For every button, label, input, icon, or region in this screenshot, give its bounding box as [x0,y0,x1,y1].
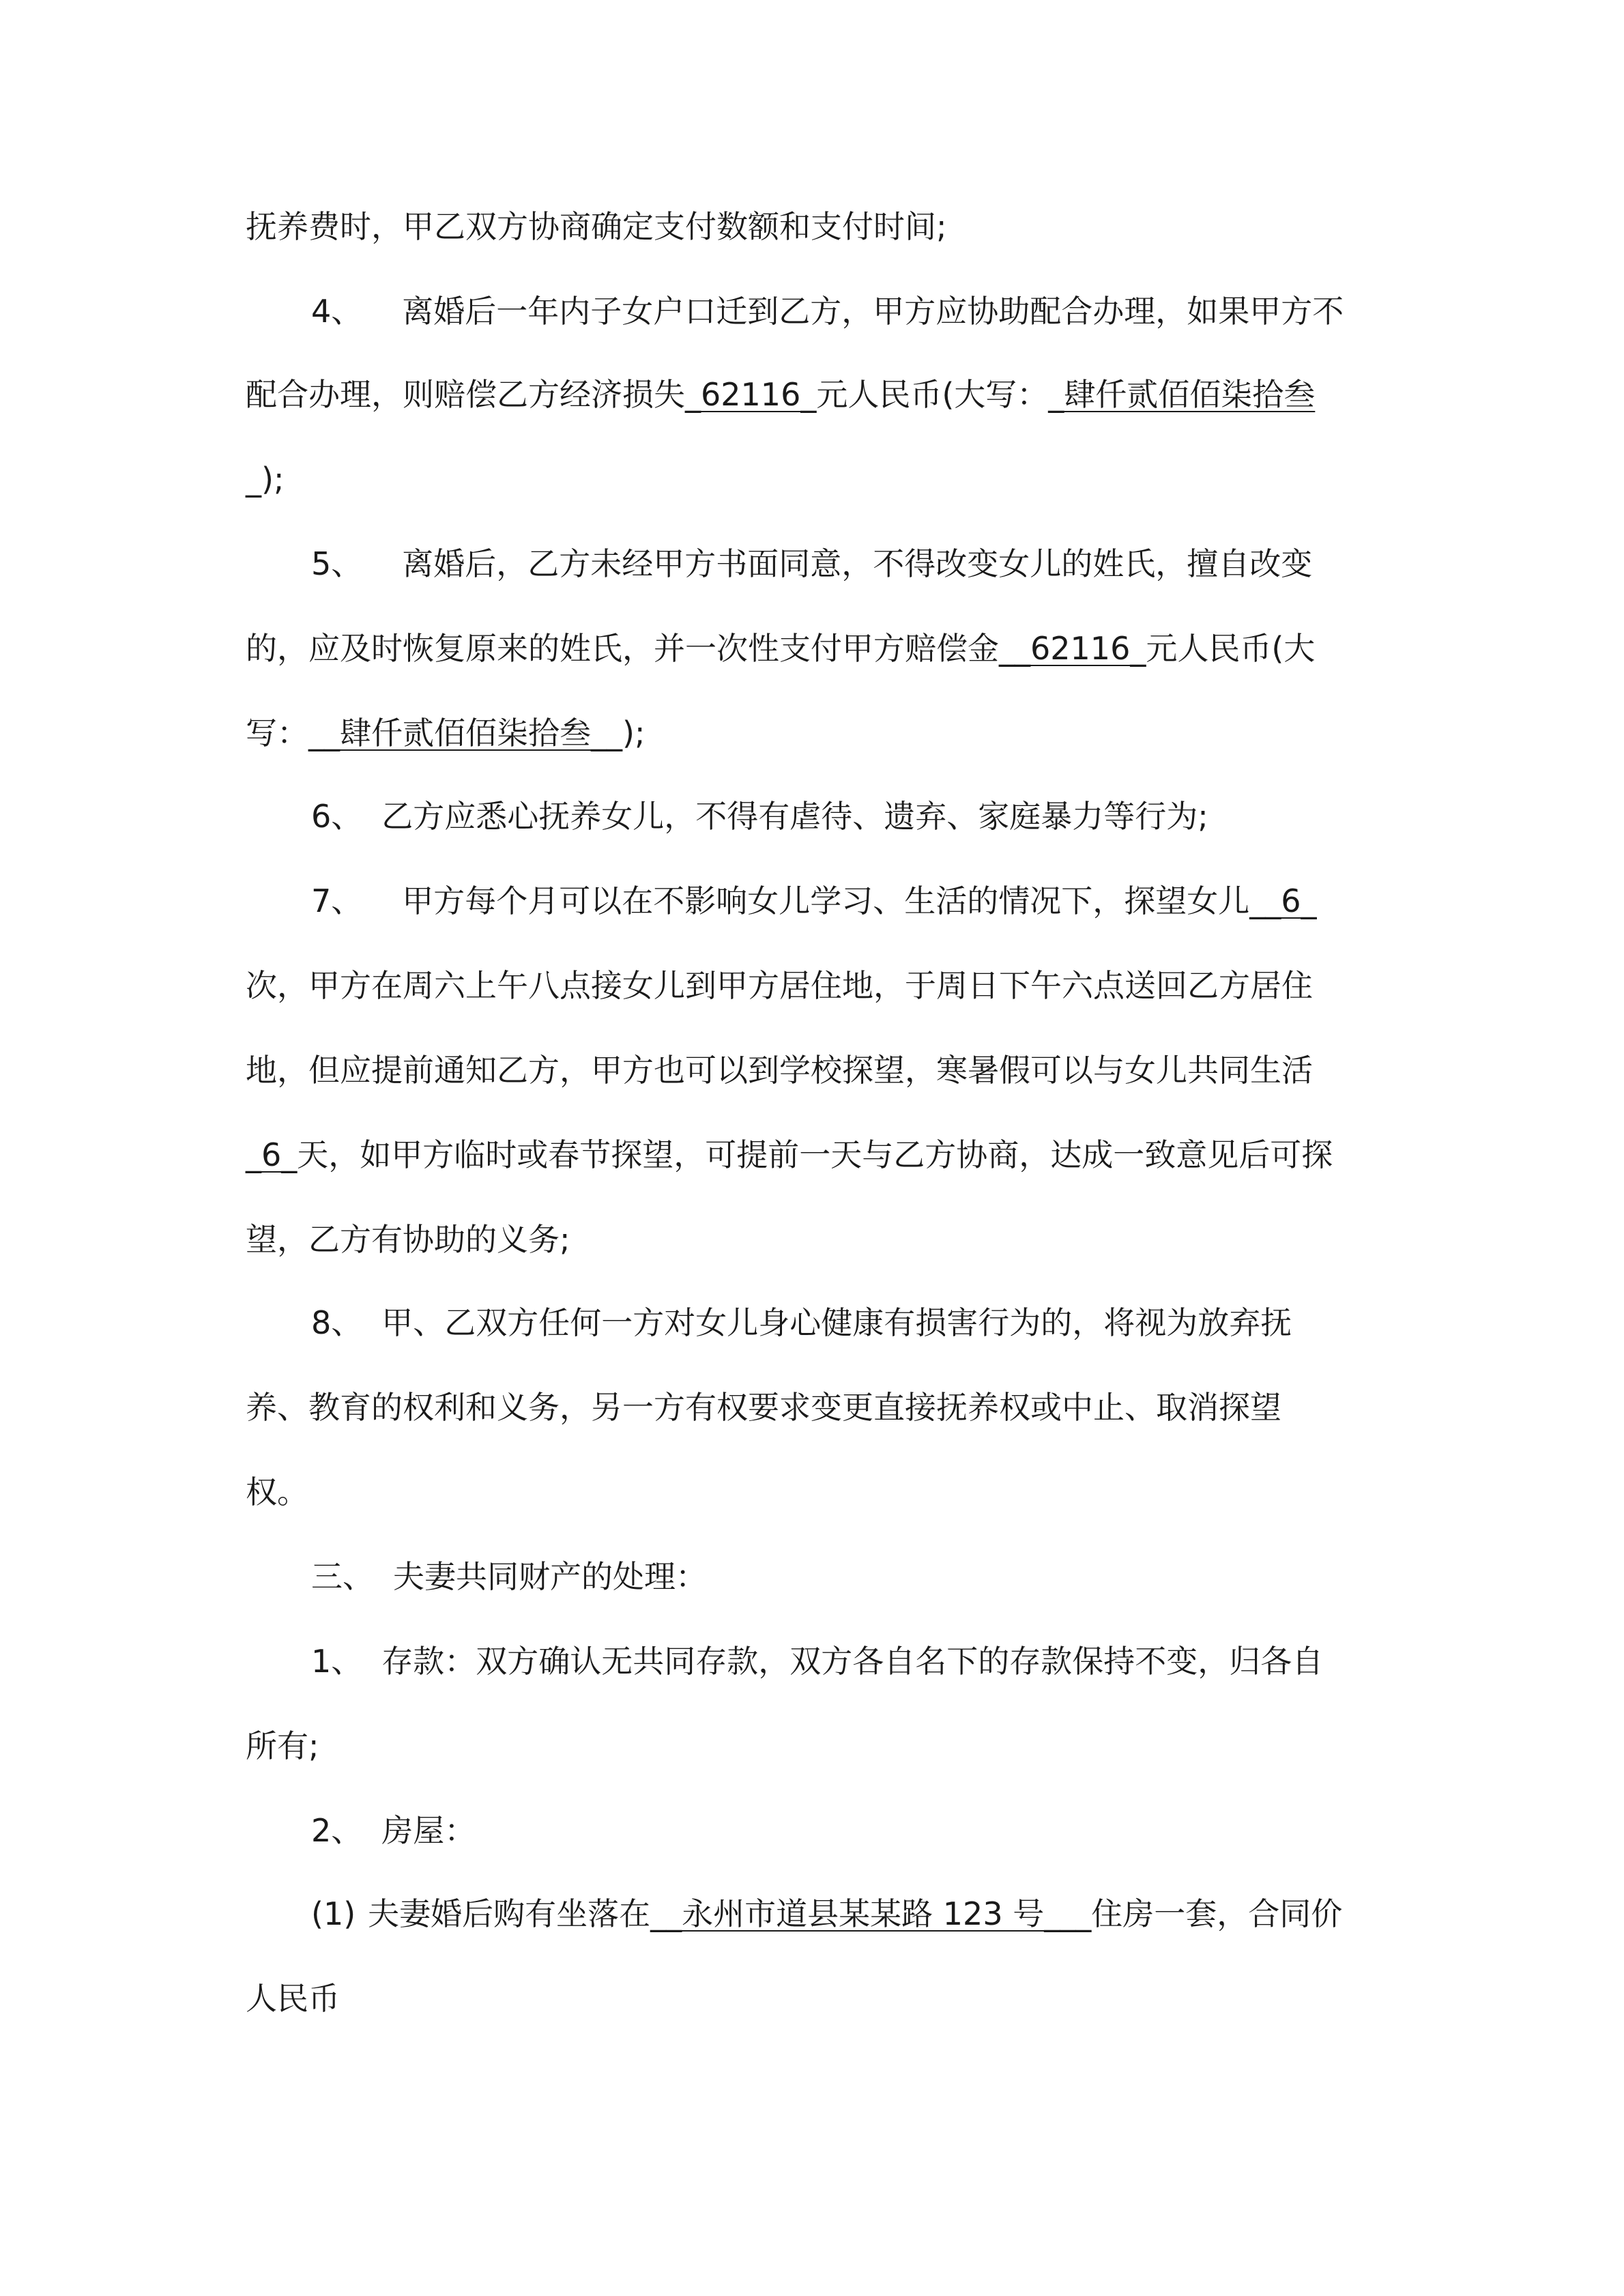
property-2-heading: 2、 房屋： [311,1812,476,1849]
property-2-1-line-1: (1) 夫妻婚后购有坐落在__永州市道县某某路 123 号___住房一套，合同价 [311,1895,1343,1932]
visit-count: __6_ [1249,882,1317,919]
clause-7-line-5: 望，乙方有协助的义务; [246,1221,570,1258]
clause-5-line-3: 写：__肆仟贰佰佰柒拾叁__); [246,715,646,751]
property-1-line-2: 所有; [246,1727,319,1764]
indemnity-amount-words: __肆仟贰佰佰柒拾叁__ [308,715,622,751]
clause-7-line-3: 地，但应提前通知乙方，甲方也可以到学校探望，寒暑假可以与女儿共同生活 [246,1052,1313,1089]
clause-number: 7、 [311,882,363,919]
clause-8-line-3: 权。 [246,1474,308,1510]
vacation-days: _6_ [246,1136,298,1173]
clause-number: 8、 [311,1304,363,1341]
section-3-heading: 三、 夫妻共同财产的处理： [311,1558,707,1595]
clause-5-line-1: 5、 离婚后，乙方未经甲方书面同意，不得改变女儿的姓氏，擅自改变 [311,545,1313,582]
clause-number: 4、 [311,293,363,330]
clause-8-line-2: 养、教育的权利和义务，另一方有权要求变更直接抚养权或中止、取消探望 [246,1389,1281,1426]
clause-number: 2、 [311,1812,363,1849]
clause-number: (1) [311,1895,356,1932]
clause-4-line-3: _); [246,461,285,498]
clause-7-line-2: 次，甲方在周六上午八点接女儿到甲方居住地，于周日下午六点送回乙方居住 [246,967,1313,1004]
clause-7-line-4: _6_天，如甲方临时或春节探望，可提前一天与乙方协商，达成一致意见后可探 [246,1136,1333,1173]
clause-7-line-1: 7、 甲方每个月可以在不影响女儿学习、生活的情况下，探望女儿__6_ [311,882,1317,919]
house-address: __永州市道县某某路 123 号___ [650,1895,1092,1932]
property-2-1-line-2: 人民币 [246,1980,340,2017]
clause-4-line-2: 配合办理，则赔偿乙方经济损失_62116_元人民币(大写：_肆仟贰佰佰柒拾叁 [246,376,1316,413]
section-number: 三、 [311,1558,374,1595]
text-line-1: 抚养费时，甲乙双方协商确定支付数额和支付时间; [246,208,947,245]
clause-5-line-2: 的，应及时恢复原来的姓氏，并一次性支付甲方赔偿金__62116_元人民币(大 [246,630,1316,667]
clause-number: 5、 [311,545,363,582]
property-1-line-1: 1、 存款：双方确认无共同存款，双方各自名下的存款保持不变，归各自 [311,1643,1324,1680]
compensation-amount: _62116_ [685,376,817,413]
compensation-amount-words: _肆仟贰佰佰柒拾叁 [1048,376,1316,413]
clause-6-line-1: 6、 乙方应悉心抚养女儿，不得有虐待、遗弃、家庭暴力等行为; [311,798,1208,835]
clause-number: 1、 [311,1643,363,1680]
clause-8-line-1: 8、 甲、乙双方任何一方对女儿身心健康有损害行为的，将视为放弃抚 [311,1304,1292,1341]
clause-number: 6、 [311,798,363,835]
indemnity-amount: __62116_ [999,630,1146,667]
clause-4-line-1: 4、 离婚后一年内子女户口迁到乙方，甲方应协助配合办理，如果甲方不 [311,293,1344,330]
